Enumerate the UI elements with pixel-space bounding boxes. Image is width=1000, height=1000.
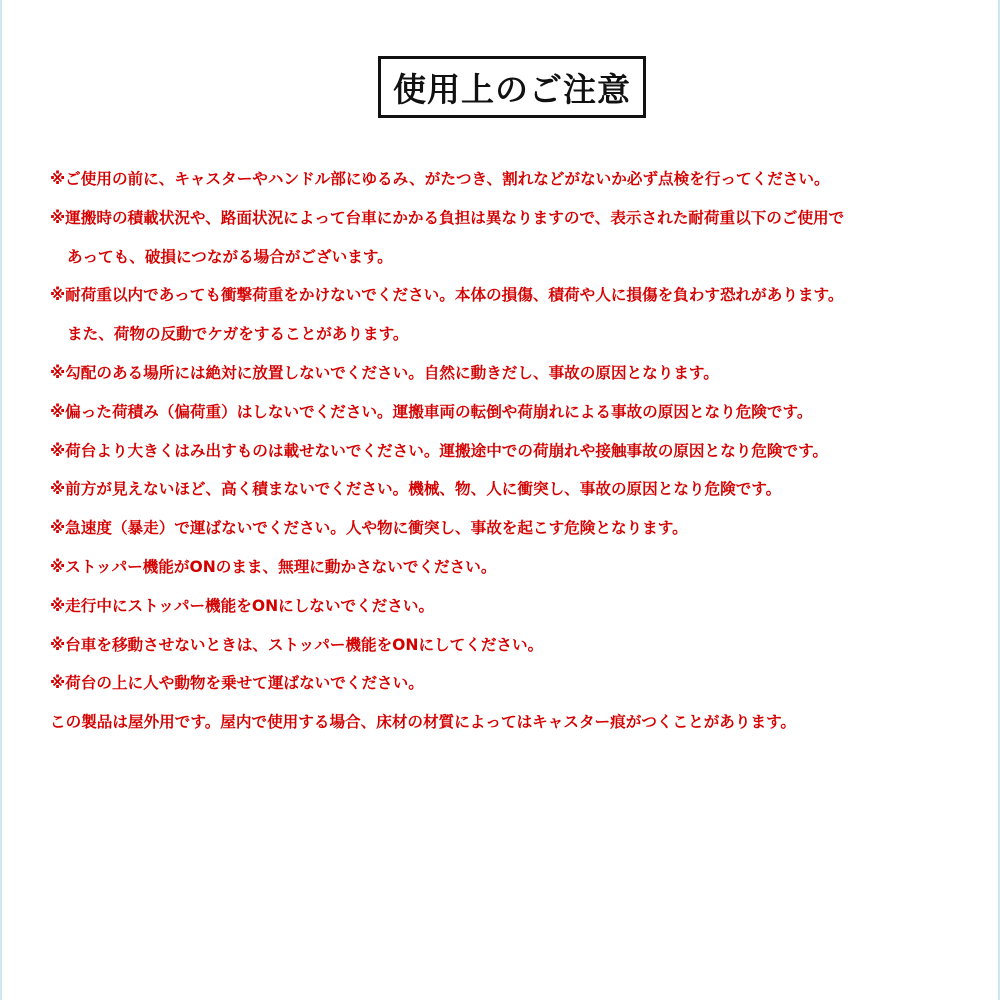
- caution-item: ※前方が見えないほど、高く積まないでください。機械、物、人に衝突し、事故の原因となり危険です。: [50, 480, 782, 499]
- caution-item: ※偏った荷積み（偏荷重）はしないでください。運搬車両の転倒や荷崩れによる事故の原因となり危険です。: [50, 402, 813, 421]
- caution-item: ※荷台より大きくはみ出すものは載せないでください。運搬途中での荷崩れや接触事故の原因となり危険です。: [50, 441, 829, 460]
- caution-item-continuation: また、荷物の反動でケガをすることがあります。: [67, 325, 409, 344]
- caution-item: ※運搬時の積載状況や、路面状況によって台車にかかる負担は異なりますので、表示された耐荷重以下のご使用で: [50, 208, 845, 227]
- product-note: この製品は屋外用です。屋内で使用する場合、床材の材質によってはキャスター痕がつくことがあります。: [50, 713, 797, 732]
- title-box: [378, 56, 646, 118]
- page-title: 使用上のご注意: [393, 69, 631, 109]
- caution-item: ※耐荷重以内であっても衝撃荷重をかけないでください。本体の損傷、積荷や人に損傷を負わす恐れがあります。: [50, 286, 844, 305]
- caution-list: [50, 164, 950, 746]
- caution-item: ※ご使用の前に、キャスターやハンドル部にゆるみ、がたつき、割れなどがないか必ず点検を行ってください。: [50, 170, 830, 188]
- caution-item: ※勾配のある場所には絶対に放置しないでください。自然に動きだし、事故の原因となります。: [50, 363, 719, 382]
- caution-item: ※走行中にストッパー機能をONにしないでください。: [50, 596, 435, 615]
- caution-item: ※ストッパー機能がONのまま、無理に動かさないでください。: [50, 557, 497, 576]
- caution-item-continuation: あっても、破損につながる場合がございます。: [67, 247, 393, 266]
- caution-item: ※急速度（暴走）で運ばないでください。人や物に衝突し、事故を起こす危険となります。: [50, 519, 688, 538]
- caution-item: ※台車を移動させないときは、ストッパー機能をONにしてください。: [50, 635, 544, 654]
- caution-item: ※荷台の上に人や動物を乗せて運ばないでください。: [50, 674, 424, 693]
